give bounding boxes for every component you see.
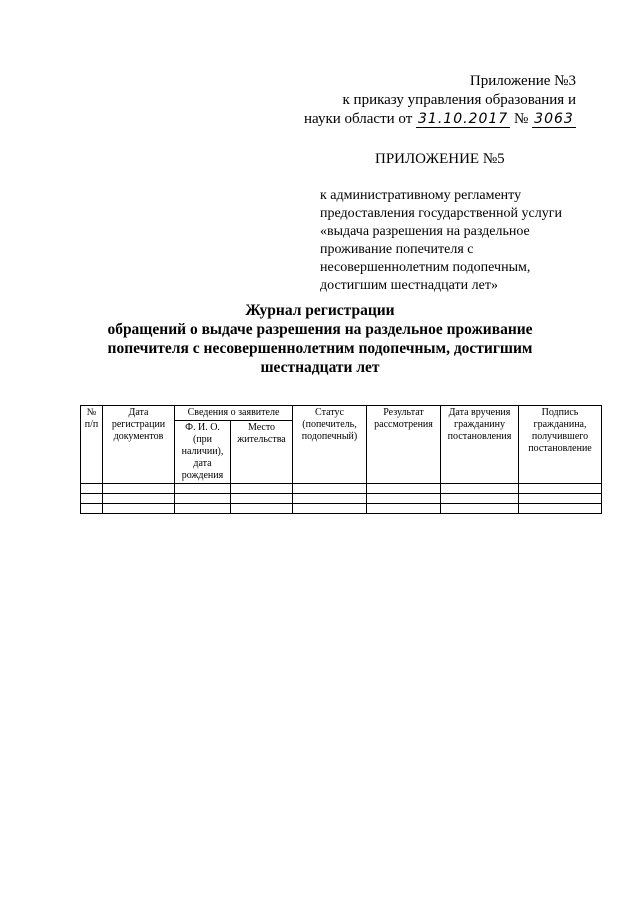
table-header-row	[81, 406, 602, 421]
registration-table	[80, 405, 602, 514]
order-date-line	[304, 110, 576, 129]
regulation-line: к административному регламенту	[320, 188, 522, 203]
header-delivery-date: Дата вручения гражданину постановления	[441, 406, 519, 484]
header-registration-date: Дата регистрации документов	[103, 406, 175, 484]
appendix-5-title: ПРИЛОЖЕНИЕ №5	[375, 151, 505, 167]
regulation-reference	[320, 187, 610, 295]
table-row	[81, 484, 602, 494]
regulation-line: предоставления государственной услуги	[320, 206, 562, 221]
appendix-number: Приложение №3	[469, 73, 576, 89]
appendix-header	[304, 72, 576, 129]
header-status: Статус (попечитель, подопечный)	[293, 406, 367, 484]
table-row	[81, 504, 602, 514]
journal-title-line: шестнадцати лет	[260, 359, 380, 376]
order-reference: к приказу управления образования и	[342, 92, 576, 108]
number-sign: №	[513, 111, 529, 127]
handwritten-date: 31.10.2017	[418, 111, 509, 127]
header-signature: Подпись гражданина, получившего постановление	[519, 406, 602, 484]
regulation-line: достигшим шестнадцати лет»	[320, 278, 498, 293]
header-result: Результат рассмотрения	[367, 406, 441, 484]
table-row	[81, 494, 602, 504]
header-number: № п/п	[81, 406, 103, 484]
handwritten-order-number: 3063	[532, 112, 576, 128]
header-full-name: Ф. И. О.(при наличии), дата рождения	[175, 421, 231, 484]
journal-title	[90, 301, 550, 377]
science-prefix: науки области от	[304, 111, 413, 127]
regulation-line: несовершеннолетним подопечным,	[320, 260, 531, 275]
journal-title-line: обращений о выдаче разрешения на раздельное проживание	[107, 321, 533, 338]
header-residence: Место жительства	[231, 421, 293, 484]
journal-title-line: Журнал регистрации	[245, 302, 395, 319]
regulation-line: проживание попечителя с	[320, 242, 474, 257]
regulation-line: «выдача разрешения на раздельное	[320, 224, 530, 239]
header-applicant-info: Сведения о заявителе	[175, 406, 293, 421]
journal-title-line: попечителя с несовершеннолетним подопечным, достигшим	[107, 340, 533, 357]
